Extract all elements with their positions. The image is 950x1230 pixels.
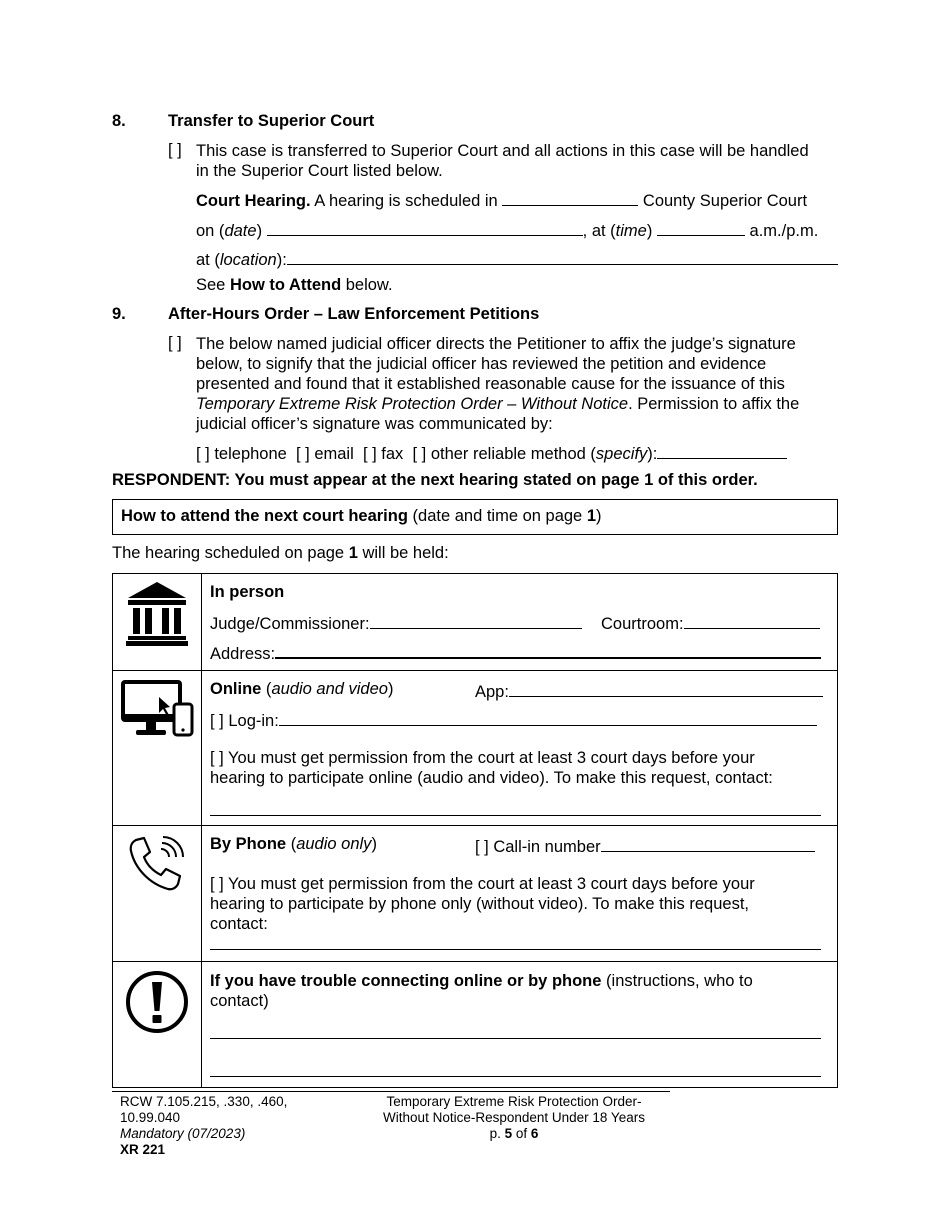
location-field[interactable] (287, 248, 838, 265)
date-time-line: on (date) , at (time) a.m./p.m. (196, 219, 818, 241)
in-person-title: In person (210, 583, 285, 601)
date-field[interactable] (267, 219, 583, 236)
call-in-field[interactable] (601, 835, 815, 852)
online-contact-field[interactable] (210, 815, 821, 816)
computer-phone-icon (121, 680, 195, 743)
trouble-connecting-text: If you have trouble connecting online or by phone (instructions, who to contact) (210, 972, 753, 1010)
footer-rule (112, 1091, 670, 1092)
courtroom-field[interactable] (684, 612, 820, 629)
section-9-title: After-Hours Order – Law Enforcement Petitions (168, 305, 540, 323)
call-in-number-label[interactable]: [ ] Call-in number (475, 835, 815, 857)
online-title: Online (audio and video) (210, 680, 394, 698)
location-line: at (location): (196, 248, 838, 270)
by-phone-title: By Phone (audio only) (210, 835, 377, 853)
phone-permission-text[interactable]: [ ] You must get permission from the court at least 3 court days before your hearing to participate by phone only (without video). To make this request, contact: (210, 875, 755, 933)
county-field[interactable] (502, 189, 638, 206)
see-how-to-attend: See How to Attend below. (196, 276, 393, 294)
page-number: p. 5 of 6 (489, 1126, 539, 1141)
method-other[interactable]: [ ] other reliable method (specify): (412, 445, 658, 463)
communication-methods (196, 442, 787, 464)
telephone-icon (128, 836, 186, 897)
how-to-attend-box: How to attend the next court hearing (date and time on page 1) (112, 499, 838, 535)
section-9-text: The below named judicial officer directs the Petitioner to affix the judge’s signature below, to signify that the judicial officer has reviewed the petition and evidence presented and found that it established reasonable cause for the issuance of this Temporary Extreme Risk Protection Order – Without Notice. Permission to affix the judicial officer’s signature was communicated by: (196, 335, 800, 433)
trouble-field-2[interactable] (210, 1076, 821, 1077)
method-telephone[interactable]: [ ] telephone (196, 445, 287, 463)
time-field[interactable] (657, 219, 745, 236)
judge-commissioner-label: Judge/Commissioner: (210, 612, 582, 634)
method-fax[interactable]: [ ] fax (362, 445, 404, 463)
section-9-checkbox[interactable]: [ ] (168, 334, 182, 352)
section-8-text: This case is transferred to Superior Court and all actions in this case will be handled in the Superior Court listed below. (196, 142, 809, 180)
address-label: Address: (210, 641, 821, 664)
section-8-checkbox[interactable]: [ ] (168, 141, 182, 159)
app-field[interactable] (509, 680, 823, 697)
exclamation-icon (125, 970, 189, 1039)
footer-left: RCW 7.105.215, .330, .460, 10.99.040 Mandatory (07/2023) XR 221 (120, 1094, 288, 1157)
app-label: App: (475, 680, 823, 702)
courthouse-icon (126, 582, 188, 651)
phone-contact-field[interactable] (210, 949, 821, 950)
section-8-title: Transfer to Superior Court (168, 112, 375, 130)
court-hearing-line: Court Hearing. A hearing is scheduled in County Superior Court (196, 189, 807, 211)
footer-center: Temporary Extreme Risk Protection Order- Without Notice-Respondent Under 18 Years p. 5 of 6 (340, 1094, 688, 1142)
login-field[interactable] (279, 709, 817, 726)
online-permission-text[interactable]: [ ] You must get permission from the court at least 3 court days before your hearing to participate online (audio and video). To make this request, contact: (210, 749, 773, 787)
courtroom-label: Courtroom: (601, 612, 820, 634)
section-9-number: 9. (112, 305, 126, 323)
login-label[interactable]: [ ] Log-in: (210, 709, 817, 731)
judge-field[interactable] (370, 612, 582, 629)
respondent-notice: RESPONDENT: You must appear at the next hearing stated on page 1 of this order. (112, 471, 758, 489)
section-8-number: 8. (112, 112, 126, 130)
hearing-scheduled-text: The hearing scheduled on page 1 will be held: (112, 544, 449, 562)
trouble-field-1[interactable] (210, 1038, 821, 1039)
address-field[interactable] (275, 641, 821, 659)
method-email[interactable]: [ ] email (296, 445, 354, 463)
other-method-field[interactable] (657, 442, 787, 459)
